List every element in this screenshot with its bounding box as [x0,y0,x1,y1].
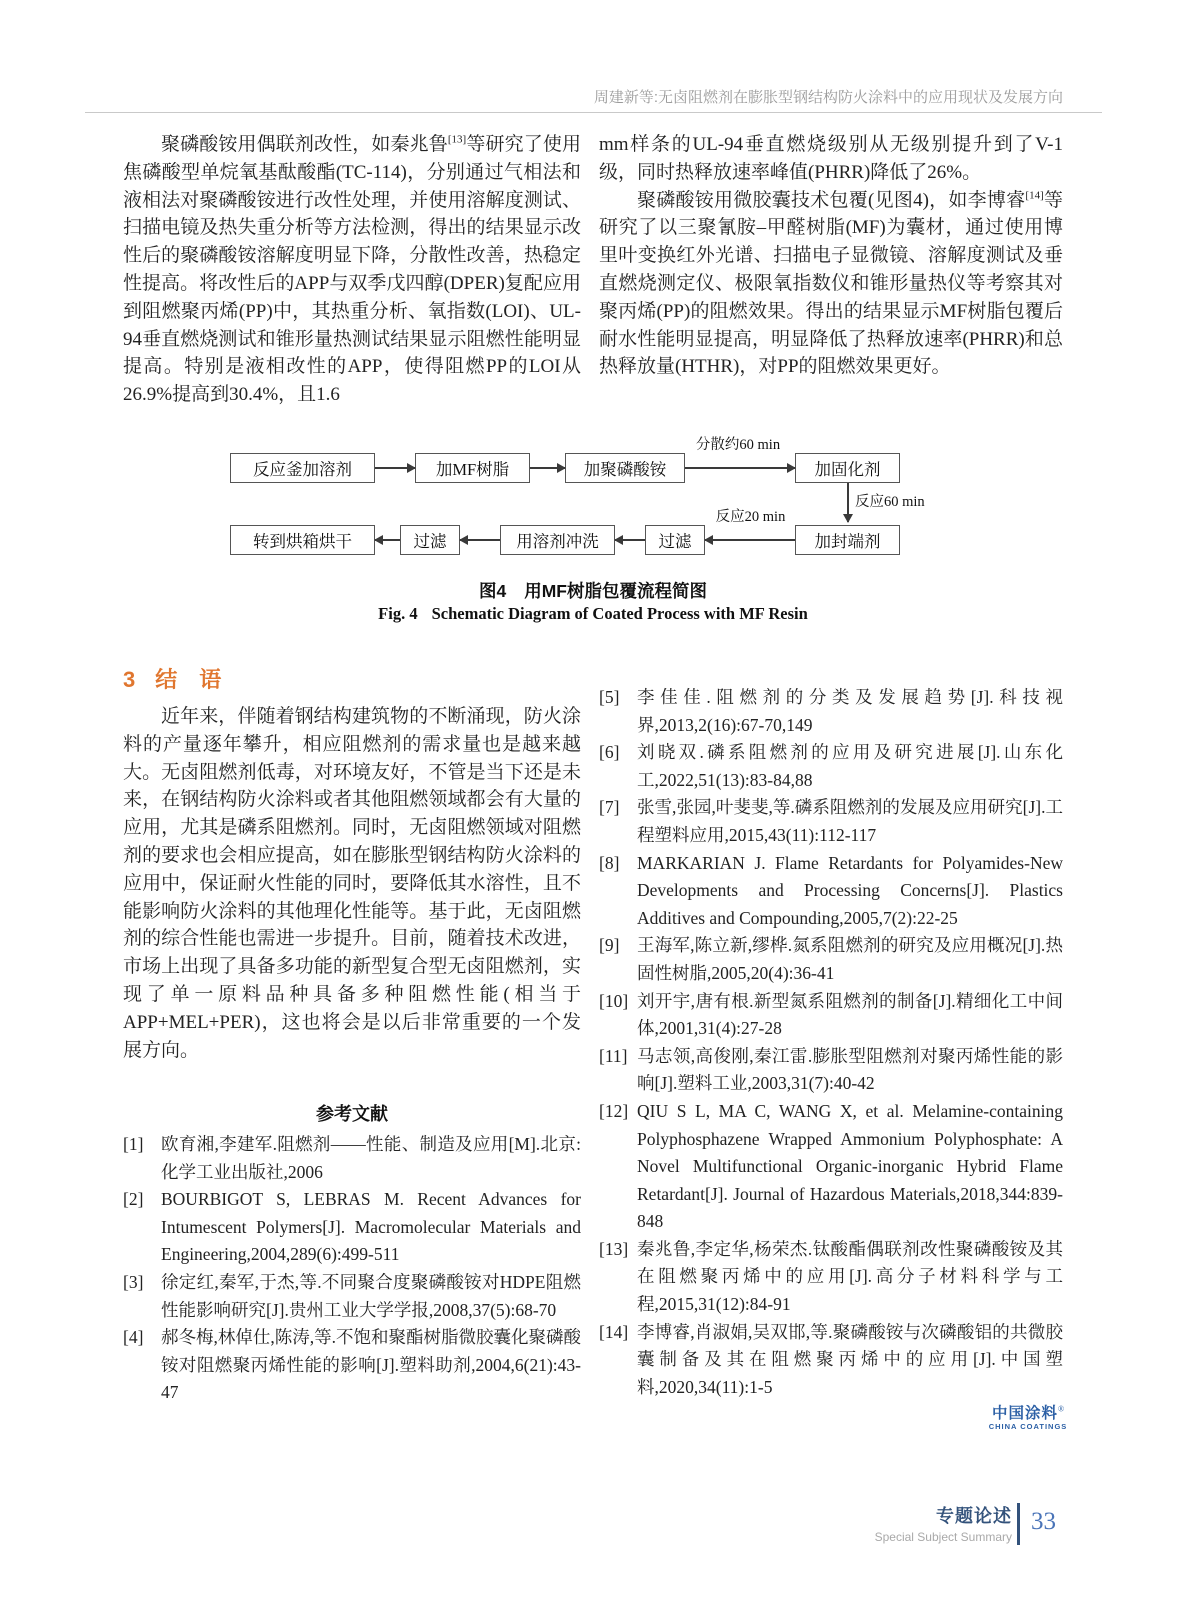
reference-text: 马志领,高俊刚,秦江雷.膨胀型阻燃剂对聚丙烯性能的影响[J].塑料工业,2003,31(7):40-42 [637,1045,1063,1094]
flow-step-add-end-capper: 加封端剂 [795,525,900,555]
logo-text-en: CHINA COATINGS [988,1421,1068,1431]
reference-number: [2] [123,1189,144,1210]
reference-item [599,1043,1063,1098]
reference-item [123,1269,581,1324]
reference-item [123,1186,581,1269]
arrow-left-icon [460,539,500,541]
flow-step-filter-2: 过滤 [400,525,460,555]
section-heading [123,663,221,694]
header-divider [85,112,1102,113]
reference-text: 欧育湘,李建军.阻燃剂——性能、制造及应用[M].北京:化学工业出版社,2006 [161,1134,581,1182]
arrow-left-icon [705,539,795,541]
logo-text-zh: 中国涂料 [991,1405,1058,1422]
footer-section-en: Special Subject Summary [874,1530,1012,1544]
reference-item [599,739,1063,794]
reference-item [599,794,1063,849]
arrow-left-icon [615,539,645,541]
paragraph-text: 等研究了以三聚氰胺–甲醛树脂(MF)为囊材，通过使用博里叶变换红外光谱、扫描电子显微镜、溶解度测试及垂直燃烧测定仪、极限氧指数仪和锥形量热仪等考察其对聚丙烯(PP)的阻燃效果。得出的结果显示MF树脂包覆后耐水性能明显提高，明显降低了热释放速率(PHRR)和总热释放量(HTHR)，对PP的阻燃效果更好。 [599,189,1063,378]
reference-number: [4] [123,1327,144,1348]
body-paragraph [123,131,581,409]
flow-step-add-mf-resin: 加MF树脂 [415,453,530,483]
references-heading: 参考文献 [316,1104,388,1124]
reference-number: [14] [599,1321,629,1342]
flow-step-filter-1: 过滤 [645,525,705,555]
reference-text: 徐定红,秦军,于杰,等.不同聚合度聚磷酸铵对HDPE阻燃性能影响研究[J].贵州工业大学学报,2008,37(5):68-70 [161,1271,581,1320]
reference-number: [3] [123,1271,144,1292]
reference-item [599,988,1063,1043]
section-number: 3 [123,667,136,692]
reference-item [599,1236,1063,1319]
reference-text: 李博睿,肖淑娟,吴双邯,等.聚磷酸铵与次磷酸铝的共微胶囊制备及其在阻燃聚丙烯中的应用[J].中国塑料,2020,34(11):1-5 [637,1321,1063,1397]
conclusion-paragraph [123,703,581,1064]
paragraph-text: 聚磷酸铵用偶联剂改性，如秦兆鲁 [161,134,448,155]
figure-title-en: Schematic Diagram of Coated Process with MF Resin [431,604,808,623]
footer-section-label [875,1502,1012,1544]
left-column [123,131,581,409]
flow-label-disperse: 分散约60 min [695,437,781,453]
flow-label-react-60: 反应60 min [855,494,925,510]
arrow-right-icon [375,467,415,469]
reference-text: 刘晓双.磷系阻燃剂的应用及研究进展[J].山东化工,2022,51(13):83-84,88 [637,742,1063,790]
footer-divider-bar [1017,1503,1021,1545]
reference-number: [1] [123,1134,144,1154]
reference-text: 郝冬梅,林倬仕,陈涛,等.不饱和聚酯树脂微胶囊化聚磷酸铵对阻燃聚丙烯性能的影响[J].塑料助剂,2004,6(21):43-47 [161,1327,581,1403]
page-footer [760,1502,1060,1562]
reference-text: 李佳佳.阻燃剂的分类及发展趋势[J].科技视界,2013,2(16):67-70,149 [637,687,1063,735]
reference-number: [13] [599,1238,629,1259]
reference-number: [12] [599,1100,629,1121]
arrow-down-icon [847,483,849,522]
reference-text: 王海军,陈立新,缪桦.氮系阻燃剂的研究及应用概况[J].热固性树脂,2005,20(4):36-41 [637,935,1063,983]
body-paragraph [599,187,1063,382]
flow-label-react-20: 反应20 min [715,509,786,525]
body-paragraph: mm样条的UL-94垂直燃烧级别从无级别提升到了V-1级，同时热释放速率峰值(PHRR)降低了26%。 [599,134,1063,183]
figure-number-en: Fig. 4 [378,604,418,623]
right-column [599,131,1063,381]
paragraph-text: 聚磷酸铵用微胶囊技术包覆(见图4)，如李博睿 [637,189,1026,211]
flow-step-solvent-rinse: 用溶剂冲洗 [500,525,615,555]
arrow-right-icon [530,467,565,469]
reference-text: MARKARIAN J. Flame Retardants for Polyamides-New Developments and Processing Concerns[J]. Plastics Additives and Compounding,2005,7(2):22-25 [637,852,1063,928]
reference-item [599,1319,1063,1402]
reference-number: [6] [599,742,620,763]
reference-number: [9] [599,935,620,956]
reference-number: [10] [599,990,629,1011]
citation-superscript: [13] [447,133,467,146]
registered-mark-icon: ® [1057,1404,1065,1414]
reference-text: 张雪,张园,叶斐斐,等.磷系阻燃剂的发展及应用研究[J].工程塑料应用,2015,43(11):112-117 [637,797,1063,845]
reference-text: BOURBIGOT S, LEBRAS M. Recent Advances for Intumescent Polymers[J]. Macromolecular Materials and Engineering,2004,289(6):499-511 [161,1189,581,1265]
reference-item [599,850,1063,933]
reference-item [123,1131,581,1186]
reference-number: [5] [599,687,620,707]
page-number: 33 [1031,1508,1056,1535]
flow-step-oven-dry: 转到烘箱烘干 [230,525,375,555]
references-list-right [599,684,1063,1401]
citation-superscript: [14] [1025,189,1044,202]
reference-text: 刘开宇,唐有根.新型氮系阻燃剂的制备[J].精细化工中间体,2001,31(4):27-28 [637,990,1063,1039]
reference-item [599,684,1063,739]
reference-number: [8] [599,852,620,873]
figure-title: 用MF树脂包覆流程简图 [524,581,707,601]
china-coatings-logo [983,1405,1073,1431]
flow-step-add-curing-agent: 加固化剂 [795,453,900,483]
figure-caption-en [123,604,1063,624]
paragraph-text: 等研究了使用焦磷酸型单烷氧基酞酸酯(TC-114)，分别通过气相法和液相法对聚磷酸铵进行改性处理，并使用溶解度测试、扫描电镜及热失重分析等方法检测，得出的结果显示改性后的聚磷酸铵溶解度明显下降，分散性改善，热稳定性提高。将改性后的APP与双季戊四醇(DPER)复配应用到阻燃聚丙烯(PP)中，其热重分析、氧指数(LOI)、UL-94垂直燃烧测试和锥形量热测试结果显示阻燃性能明显提高。特别是液相改性的APP，使得阻燃PP的LOI从26.9%提高到30.4%，且1.6 [123,134,581,406]
reference-number: [7] [599,797,620,818]
paragraph-text: 近年来，伴随着钢结构建筑物的不断涌现，防火涂料的产量逐年攀升，相应阻燃剂的需求量也是越来越大。无卤阻燃剂低毒，对环境友好，不管是当下还是未来，在钢结构防火涂料或者其他阻燃领域都会有大量的应用，尤其是磷系阻燃剂。同时，无卤阻燃领域对阻燃剂的要求也会相应提高，如在膨胀型钢结构防火涂料的应用中，保证耐火性能的同时，要降低其水溶性，且不能影响防火涂料的其他理化性能等。基于此，无卤阻燃剂的综合性能也需进一步提升。目前，随着技术改进，市场上出现了具备多功能的新型复合型无卤阻燃剂，实现了单一原料品种具备多种阻燃性能(相当于APP+MEL+PER)，这也将会是以后非常重要的一个发展方向。 [123,706,581,1061]
reference-number: [11] [599,1045,628,1066]
figure-caption-zh [123,578,1063,603]
flow-step-add-app: 加聚磷酸铵 [565,453,685,483]
references-list-left [123,1131,581,1407]
arrow-right-icon [685,467,795,469]
reference-item [599,932,1063,987]
figure-number: 图4 [478,581,507,601]
figure-flowchart [200,437,990,571]
footer-section-zh: 专题论述 [936,1506,1012,1526]
section-title: 结 语 [155,667,222,692]
running-title: 周建新等:无卤阻燃剂在膨胀型钢结构防火涂料中的应用现状及发展方向 [593,89,1063,106]
reference-item [123,1324,581,1407]
arrow-left-icon [375,539,400,541]
flow-step-add-solvent: 反应釜加溶剂 [230,453,375,483]
reference-item [599,1098,1063,1236]
reference-text: 秦兆鲁,李定华,杨荣杰.钛酸酯偶联剂改性聚磷酸铵及其在阻燃聚丙烯中的应用[J].高分子材料科学与工程,2015,31(12):84-91 [637,1238,1063,1315]
reference-text: QIU S L, MA C, WANG X, et al. Melamine-containing Polyphosphazene Wrapped Ammonium Polyphosphate: A Novel Multifunctional Organic-inorganic Hybrid Flame Retardant[J]. Journal of Hazardous Materials,2018,344:839-848 [637,1100,1063,1232]
